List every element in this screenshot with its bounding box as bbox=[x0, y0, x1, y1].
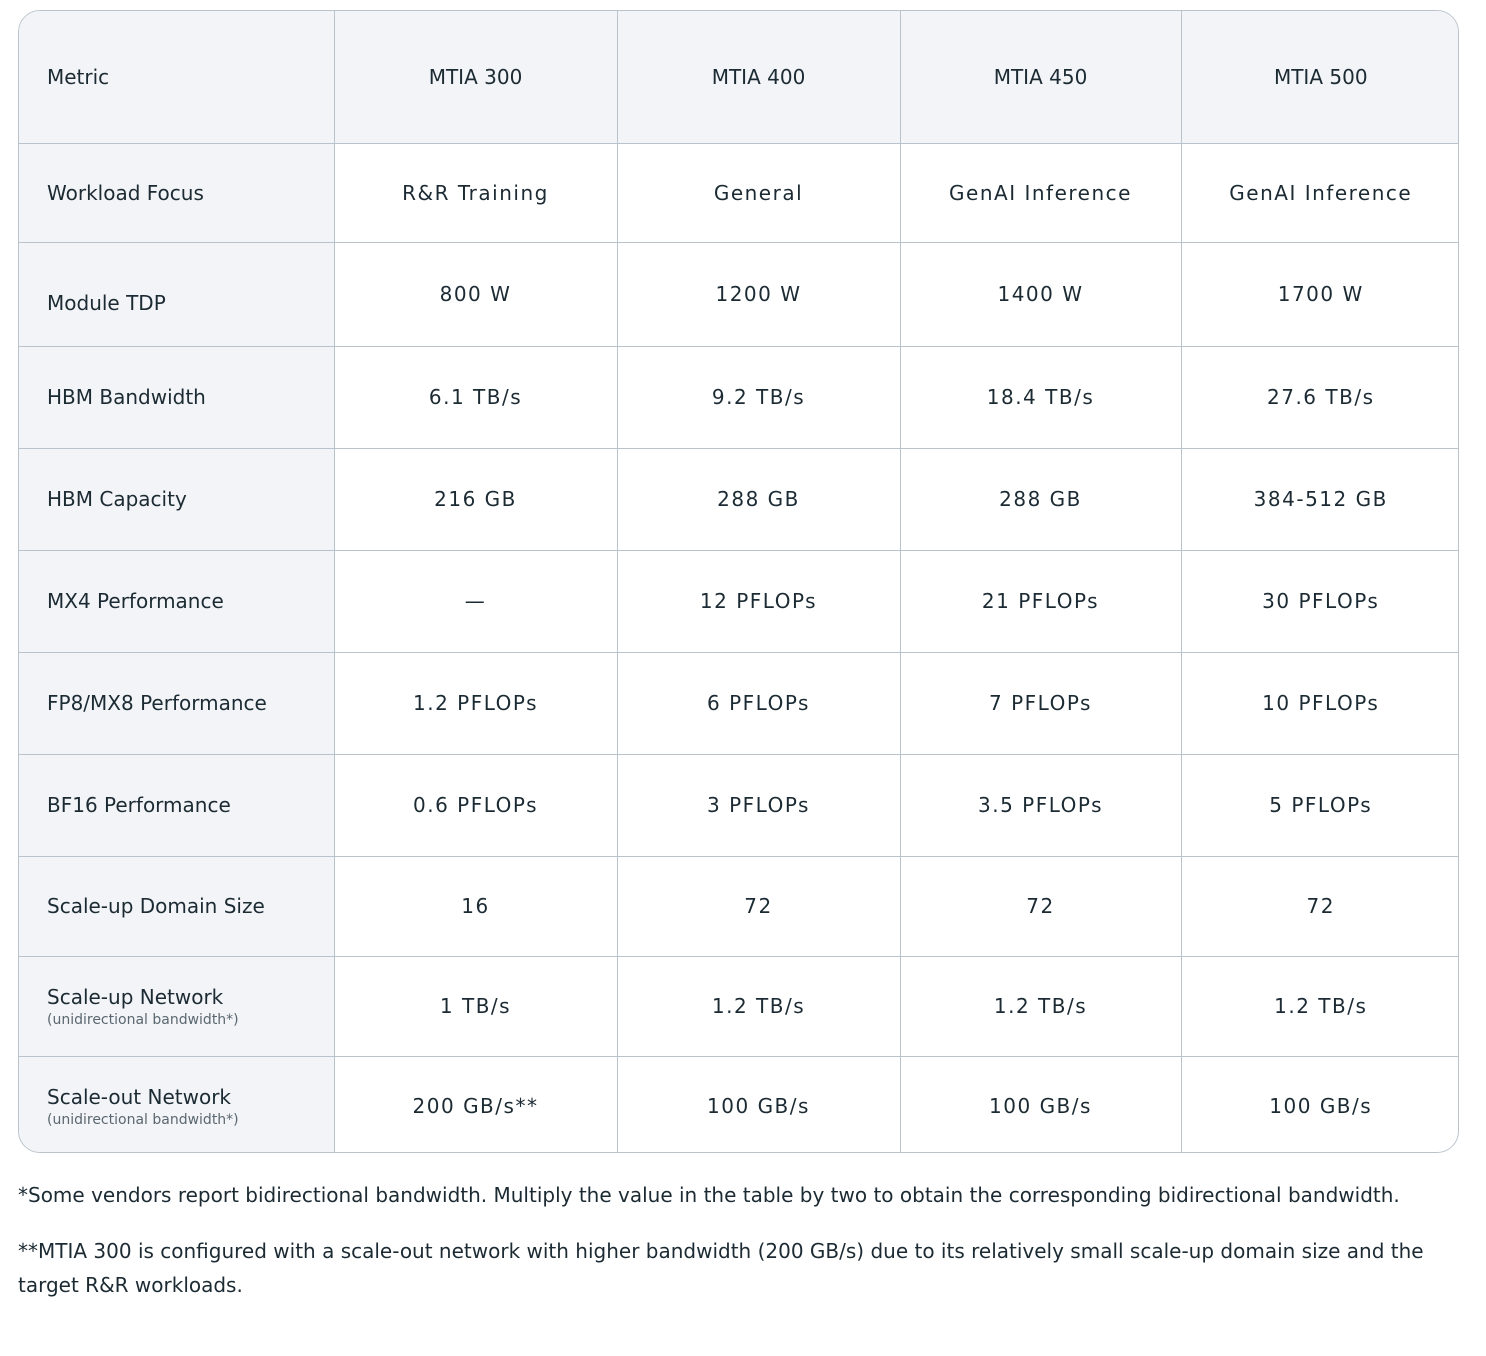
value-cell: 12 PFLOPs bbox=[617, 550, 900, 652]
metric-cell bbox=[19, 242, 334, 346]
table-row bbox=[19, 143, 1459, 242]
value-cell: 1.2 TB/s bbox=[1181, 956, 1459, 1056]
metric-cell bbox=[19, 1056, 334, 1153]
value-cell: 216 GB bbox=[334, 448, 617, 550]
value-cell: 0.6 PFLOPs bbox=[334, 754, 617, 856]
value-cell: 1700 W bbox=[1181, 242, 1459, 346]
metric-label: Module TDP bbox=[47, 291, 166, 315]
metric-sublabel: (unidirectional bandwidth*) bbox=[47, 1011, 239, 1028]
value-cell: 7 PFLOPs bbox=[900, 652, 1181, 754]
value-cell: 5 PFLOPs bbox=[1181, 754, 1459, 856]
metric-cell bbox=[19, 346, 334, 448]
header-mtia-450: MTIA 450 bbox=[900, 11, 1181, 143]
value-cell: GenAI Inference bbox=[1181, 143, 1459, 242]
table-row bbox=[19, 956, 1459, 1056]
value-cell: 72 bbox=[617, 856, 900, 956]
metric-cell bbox=[19, 956, 334, 1056]
value-cell: 9.2 TB/s bbox=[617, 346, 900, 448]
metric-cell bbox=[19, 448, 334, 550]
footnote-mtia-300: **MTIA 300 is configured with a scale-out network with higher bandwidth (200 GB/s) due to its relatively small scale-up domain size and the target R&R workloads. bbox=[18, 1239, 1424, 1297]
table-row bbox=[19, 448, 1459, 550]
value-cell: 6.1 TB/s bbox=[334, 346, 617, 448]
table-row bbox=[19, 346, 1459, 448]
metric-label: HBM Capacity bbox=[47, 487, 187, 511]
value-cell: R&R Training bbox=[334, 143, 617, 242]
header-mtia-500: MTIA 500 bbox=[1181, 11, 1459, 143]
value-cell: 800 W bbox=[334, 242, 617, 346]
header-mtia-400: MTIA 400 bbox=[617, 11, 900, 143]
metric-label: Scale-up Network bbox=[47, 984, 224, 1009]
value-cell: 1.2 PFLOPs bbox=[334, 652, 617, 754]
value-cell: 288 GB bbox=[617, 448, 900, 550]
table-row bbox=[19, 1056, 1459, 1153]
metric-label: BF16 Performance bbox=[47, 793, 231, 817]
metric-cell bbox=[19, 754, 334, 856]
metric-cell bbox=[19, 856, 334, 956]
footnotes bbox=[18, 1178, 1458, 1324]
value-cell: 10 PFLOPs bbox=[1181, 652, 1459, 754]
value-cell: 1 TB/s bbox=[334, 956, 617, 1056]
value-cell: 100 GB/s bbox=[900, 1056, 1181, 1153]
metric-label: MX4 Performance bbox=[47, 589, 224, 613]
metric-label: Workload Focus bbox=[47, 180, 204, 205]
value-cell: 18.4 TB/s bbox=[900, 346, 1181, 448]
value-cell: 1.2 TB/s bbox=[617, 956, 900, 1056]
value-cell: 72 bbox=[900, 856, 1181, 956]
value-cell: 72 bbox=[1181, 856, 1459, 956]
value-cell: 100 GB/s bbox=[1181, 1056, 1459, 1153]
metric-label: FP8/MX8 Performance bbox=[47, 691, 267, 715]
value-cell: 100 GB/s bbox=[617, 1056, 900, 1153]
header-mtia-300: MTIA 300 bbox=[334, 11, 617, 143]
value-cell: 30 PFLOPs bbox=[1181, 550, 1459, 652]
table-row bbox=[19, 856, 1459, 956]
header-metric: Metric bbox=[19, 11, 334, 143]
metric-sublabel: (unidirectional bandwidth*) bbox=[47, 1111, 239, 1128]
value-cell: — bbox=[334, 550, 617, 652]
table-header-row bbox=[19, 11, 1459, 143]
metric-cell bbox=[19, 143, 334, 242]
value-cell: 3 PFLOPs bbox=[617, 754, 900, 856]
value-cell: 27.6 TB/s bbox=[1181, 346, 1459, 448]
metric-label: Scale-up Domain Size bbox=[47, 894, 265, 918]
table-row bbox=[19, 550, 1459, 652]
metric-cell bbox=[19, 550, 334, 652]
value-cell: 1.2 TB/s bbox=[900, 956, 1181, 1056]
footnote-bidirectional: *Some vendors report bidirectional bandwidth. Multiply the value in the table by two to obtain the corresponding bidirectional bandwidth. bbox=[18, 1183, 1400, 1207]
metric-cell bbox=[19, 652, 334, 754]
table-row bbox=[19, 652, 1459, 754]
value-cell: 6 PFLOPs bbox=[617, 652, 900, 754]
value-cell: 1200 W bbox=[617, 242, 900, 346]
value-cell: 21 PFLOPs bbox=[900, 550, 1181, 652]
spec-table bbox=[19, 11, 1459, 1153]
value-cell: 16 bbox=[334, 856, 617, 956]
value-cell: GenAI Inference bbox=[900, 143, 1181, 242]
metric-label: HBM Bandwidth bbox=[47, 385, 206, 409]
value-cell: 3.5 PFLOPs bbox=[900, 754, 1181, 856]
value-cell: 1400 W bbox=[900, 242, 1181, 346]
value-cell: 384-512 GB bbox=[1181, 448, 1459, 550]
value-cell: 200 GB/s** bbox=[334, 1056, 617, 1153]
metric-label: Scale-out Network bbox=[47, 1084, 232, 1109]
table-row bbox=[19, 242, 1459, 346]
table-row bbox=[19, 754, 1459, 856]
value-cell: General bbox=[617, 143, 900, 242]
value-cell: 288 GB bbox=[900, 448, 1181, 550]
comparison-table bbox=[18, 10, 1459, 1153]
